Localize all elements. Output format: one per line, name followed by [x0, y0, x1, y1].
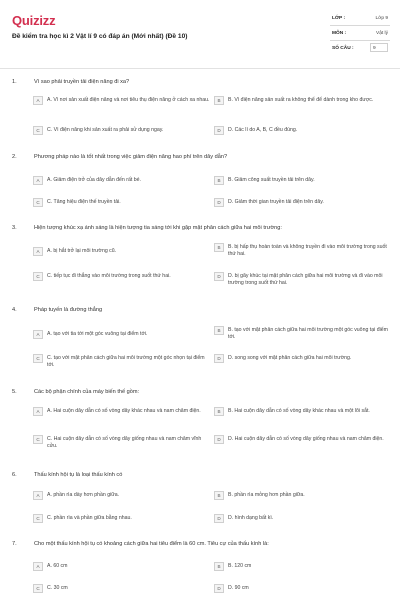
question-text: Vì sao phải truyền tải điện năng đi xa? — [34, 79, 130, 85]
option-letter-box: D — [214, 354, 224, 363]
option-letter-box: A — [33, 562, 43, 571]
option-text: C. Vì điện năng khi sản xuất ra phải sử dụng ngay. — [47, 126, 164, 133]
option-letter-box: A — [33, 247, 43, 256]
option-d[interactable] — [214, 126, 392, 135]
question-6 — [0, 472, 400, 532]
option-d[interactable] — [214, 354, 392, 363]
question-5 — [0, 389, 400, 459]
option-letter-box: C — [33, 584, 43, 593]
question-3 — [0, 225, 400, 295]
option-letter-box: D — [214, 198, 224, 207]
worksheet-header — [0, 0, 400, 70]
question-number: 2. — [12, 154, 17, 160]
option-c[interactable] — [33, 584, 211, 593]
question-number: 3. — [12, 225, 17, 231]
option-text: A. bị hắt trở lại môi trường cũ. — [47, 247, 117, 254]
option-letter-box: B — [214, 407, 224, 416]
question-2 — [0, 154, 400, 214]
option-text: D. 90 cm — [228, 584, 249, 591]
option-text: C. tạo với mặt phân cách giữa hai môi trường một góc nhọn tại điểm tới. — [47, 354, 205, 368]
meta-subject — [330, 27, 390, 41]
option-b[interactable] — [214, 326, 392, 341]
option-b[interactable] — [214, 562, 392, 571]
question-number: 7. — [12, 541, 17, 547]
question-text: Hiện tượng khúc xạ ánh sáng là hiện tượng tia sáng tới khi gặp mặt phân cách giữa hai môi trường: — [34, 225, 282, 231]
meta-grade-label: LỚP : — [332, 16, 346, 21]
option-letter-box: C — [33, 272, 43, 281]
option-letter-box: C — [33, 435, 43, 444]
option-a[interactable] — [33, 176, 211, 185]
option-letter-box: C — [33, 514, 43, 523]
option-letter-box: D — [214, 126, 224, 135]
question-7 — [0, 541, 400, 599]
question-number: 5. — [12, 389, 17, 395]
option-text: D. hình dạng bất kì. — [228, 514, 274, 521]
option-text: B. Hai cuộn dây dẫn có số vòng dây khác nhau và một lõi sắt. — [228, 407, 370, 414]
option-c[interactable] — [33, 272, 211, 281]
option-text: C. Hai cuộn dây dẫn có số vòng dây giống nhau và nam châm vĩnh cửu. — [47, 435, 202, 449]
option-text: A. 60 cm — [47, 562, 68, 569]
question-text: Thấu kính hội tụ là loại thấu kính có — [34, 472, 123, 478]
option-text: B. phần rìa mỏng hơn phần giữa. — [228, 491, 305, 498]
option-letter-box: A — [33, 407, 43, 416]
meta-count-value: 9 — [370, 43, 388, 52]
option-letter-box: C — [33, 354, 43, 363]
meta-count — [330, 42, 390, 56]
option-d[interactable] — [214, 272, 392, 287]
option-text: C. 30 cm — [47, 584, 68, 591]
meta-subject-value: Vật lý — [376, 31, 388, 36]
option-c[interactable] — [33, 126, 211, 135]
option-b[interactable] — [214, 407, 392, 416]
option-letter-box: B — [214, 96, 224, 105]
option-b[interactable] — [214, 243, 392, 258]
option-letter-box: D — [214, 435, 224, 444]
option-text: C. phần rìa và phần giữa bằng nhau. — [47, 514, 132, 521]
question-4 — [0, 307, 400, 377]
option-letter-box: B — [214, 243, 224, 252]
option-d[interactable] — [214, 435, 392, 444]
option-text: A. Hai cuộn dây dẫn có số vòng dây khác nhau và nam châm điện. — [47, 407, 201, 414]
option-d[interactable] — [214, 514, 392, 523]
worksheet-meta — [330, 12, 390, 58]
option-text: A. Vì nơi sản xuất điện năng và nơi tiêu thụ điện năng ở cách xa nhau. — [47, 96, 210, 103]
option-a[interactable] — [33, 96, 211, 105]
option-letter-box: D — [214, 272, 224, 281]
option-a[interactable] — [33, 247, 211, 256]
header-divider — [0, 68, 400, 69]
option-text: B. tạo với mặt phân cách giữa hai môi trường một góc vuông tại điểm tới. — [228, 326, 388, 340]
option-a[interactable] — [33, 491, 211, 500]
option-text: D. song song với mặt phân cách giữa hai môi trường. — [228, 354, 352, 361]
option-letter-box: B — [214, 491, 224, 500]
question-text: Cho một thấu kính hội tụ có khoảng cách giữa hai tiêu điểm là 60 cm. Tiêu cự của thấu kính là: — [34, 541, 269, 547]
option-text: C. tiếp tục đi thẳng vào môi trường trong suốt thứ hai. — [47, 272, 171, 279]
option-text: B. Giảm công suất truyền tải trên dây. — [228, 176, 315, 183]
worksheet-title: Đề kiểm tra học kì 2 Vật lí 9 có đáp án (Mới nhất) (Đề 10) — [12, 33, 188, 40]
option-letter-box: A — [33, 96, 43, 105]
meta-count-label: SỐ CÂU : — [332, 46, 354, 51]
meta-subject-label: MÔN : — [332, 31, 347, 36]
question-text: Phương pháp nào là tốt nhất trong việc giảm điện năng hao phí trên dây dẫn? — [34, 154, 228, 160]
question-text: Các bộ phận chính của máy biến thế gồm: — [34, 389, 140, 395]
option-d[interactable] — [214, 198, 392, 207]
meta-grade — [330, 12, 390, 26]
option-text: D. Giảm thời gian truyền tải điện trên dây. — [228, 198, 324, 205]
option-text: B. 120 cm — [228, 562, 252, 569]
option-d[interactable] — [214, 584, 392, 593]
option-c[interactable] — [33, 435, 211, 450]
option-c[interactable] — [33, 514, 211, 523]
question-number: 1. — [12, 79, 17, 85]
option-letter-box: D — [214, 514, 224, 523]
option-letter-box: D — [214, 584, 224, 593]
option-letter-box: A — [33, 491, 43, 500]
option-letter-box: A — [33, 176, 43, 185]
option-letter-box: B — [214, 562, 224, 571]
option-text: B. bị hấp thụ hoàn toàn và không truyền đi vào môi trường trong suốt thứ hai. — [228, 243, 387, 257]
option-text: A. phần rìa dày hơn phần giữa. — [47, 491, 120, 498]
option-c[interactable] — [33, 198, 211, 207]
option-c[interactable] — [33, 354, 211, 369]
option-text: D. Các lí do A, B, C đều đúng. — [228, 126, 298, 133]
option-a[interactable] — [33, 407, 211, 416]
option-b[interactable] — [214, 491, 392, 500]
option-letter-box: B — [214, 176, 224, 185]
option-b[interactable] — [214, 176, 392, 185]
question-number: 4. — [12, 307, 17, 313]
option-letter-box: B — [214, 326, 224, 335]
quizizz-logo: Quizizz — [12, 13, 56, 28]
option-text: A. Giảm điện trở của dây dẫn đến rất bé. — [47, 176, 141, 183]
option-text: A. tạo với tia tới một góc vuông tại điểm tới. — [47, 330, 148, 337]
option-text: B. Vì điện năng sản xuất ra không thể để dành trong kho được. — [228, 96, 374, 103]
meta-grade-value: Lớp 9 — [375, 16, 388, 21]
option-text: C. Tăng hiệu điện thế truyền tải. — [47, 198, 121, 205]
option-a[interactable] — [33, 562, 211, 571]
option-letter-box: C — [33, 198, 43, 207]
option-text: D. bị gãy khúc tại mặt phân cách giữa hai môi trường và đi vào môi trường trong suốt thứ hai. — [228, 272, 383, 286]
question-1 — [0, 79, 400, 139]
option-b[interactable] — [214, 96, 392, 105]
option-letter-box: C — [33, 126, 43, 135]
option-text: D. Hai cuộn dây dẫn có số vòng dây giống nhau và nam châm điện. — [228, 435, 384, 442]
option-a[interactable] — [33, 330, 211, 339]
question-number: 6. — [12, 472, 17, 478]
question-text: Pháp tuyến là đường thẳng — [34, 307, 103, 313]
option-letter-box: A — [33, 330, 43, 339]
